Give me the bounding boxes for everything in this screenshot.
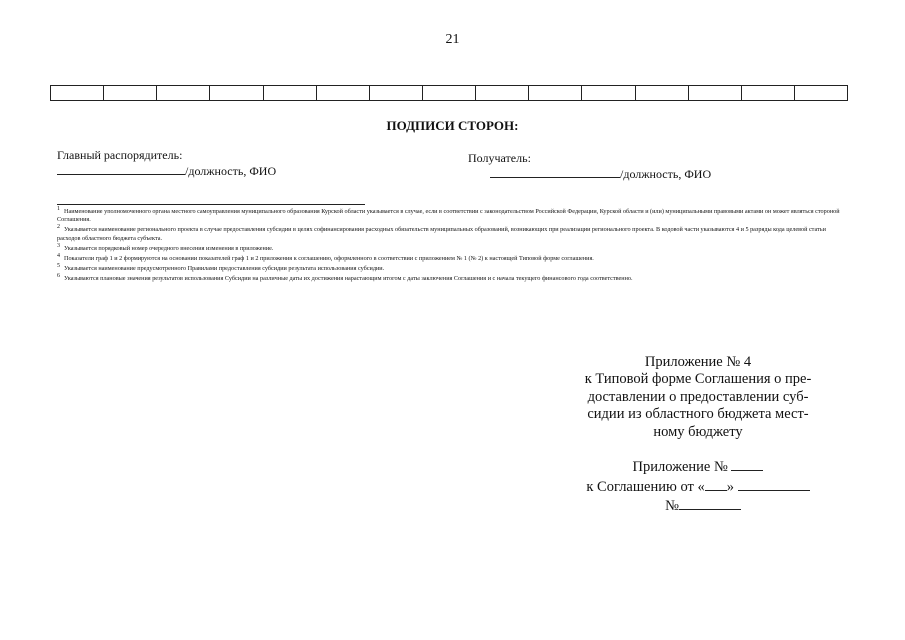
agreement-number-line [548, 496, 848, 516]
appendix-text-line: к Типовой форме Соглашения о пре- [584, 371, 812, 388]
table-cell [423, 86, 476, 100]
footnote-number: 1 [57, 206, 60, 212]
footnote-5 [57, 263, 842, 273]
signature-role-recipient: Получатель: [468, 151, 531, 165]
table-cell [636, 86, 689, 100]
footnote-number: 4 [57, 252, 60, 259]
agreement-date-line [548, 477, 848, 497]
agreement-reference [548, 457, 848, 516]
footnote-number: 3 [57, 242, 60, 249]
quote-open: « [697, 478, 705, 495]
footnote-text: Показатели граф 1 и 2 формируются на основании показателей граф 1 и 2 приложения к соглашению, оформленного в соответствии с приложением № 1 (№ 2) к настоящей Типовой форме соглашения. [64, 254, 594, 262]
table-cell [370, 86, 423, 100]
footnote-4 [57, 253, 842, 263]
appendix-title: Приложение № 4 [644, 354, 752, 370]
footnote-separator [57, 204, 365, 205]
table-cell [264, 86, 317, 100]
table-cell [582, 86, 635, 100]
table-cell [742, 86, 795, 100]
footnote-number: 6 [57, 273, 60, 280]
appendix-number-blank [731, 457, 763, 471]
table-cell [51, 86, 104, 100]
top-table-fragment [50, 85, 848, 101]
table-cell [210, 86, 263, 100]
signature-line-label: /должность, ФИО [185, 164, 277, 179]
quote-close: » [726, 478, 734, 495]
day-blank [705, 477, 727, 491]
footnote-1 [57, 206, 842, 224]
signature-line-label: /должность, ФИО [620, 167, 712, 182]
signatures-title: ПОДПИСИ СТОРОН: [386, 118, 519, 133]
month-year-blank [738, 477, 810, 491]
footnote-number: 5 [57, 263, 60, 270]
appendix-header [548, 354, 848, 441]
footnote-text: Указывается наименование регионального проекта в случае предоставления субсидии в целях софинансирования расходных обязательств муниципальных образований, возникающих при реализации регионального проекта. В кодовой части указываются 4 и 5 разряды кода целевой статьи расходов областного бюджета субъекта. [57, 226, 826, 242]
agreement-appendix-number-line [548, 457, 848, 477]
footnote-text: Указывается порядковый номер очередного внесения изменения в приложение. [64, 244, 274, 252]
signature-blank [490, 166, 620, 178]
signature-blank [57, 163, 185, 175]
appendix-text-line: ному бюджету [653, 423, 743, 440]
signature-block-main-manager [57, 147, 276, 179]
footnote-2 [57, 224, 842, 242]
appendix-text-line: сидии из областного бюджета мест- [587, 406, 809, 423]
signature-line-main-manager [57, 163, 276, 179]
footnote-text: Указывается наименование предусмотренного Правилами предоставления субсидии результата использования субсидии. [64, 265, 385, 273]
footnote-6 [57, 273, 842, 283]
agreement-date-label: к Соглашению от [586, 478, 694, 495]
signature-line-recipient [468, 166, 711, 182]
signature-block-recipient [468, 150, 711, 182]
signature-role-main-manager: Главный распорядитель: [57, 148, 183, 162]
footnote-text: Указываются плановые значения результатов использования Субсидии на различные даты их достижения нарастающим итогом с даты заключения Соглашения и с начала текущего финансового года соответственно. [64, 275, 633, 283]
footnote-number: 2 [57, 224, 60, 231]
table-cell [529, 86, 582, 100]
table-cell [104, 86, 157, 100]
footnote-3 [57, 243, 842, 253]
agreement-number-blank [679, 496, 741, 510]
table-cell [689, 86, 742, 100]
table-cell [317, 86, 370, 100]
footnote-text: Наименование уполномоченного органа местного самоуправления муниципального образования Курской области указывается в случае, если в соответствии с законодательством Российской Федерации, Курской области и (или) муниципальными правовыми актами он может являться стороной Соглашения. [57, 208, 840, 224]
agreement-number-label: № [665, 498, 679, 515]
appendix-text-line: доставлении о предоставлении суб- [587, 388, 809, 405]
page-number: 21 [445, 32, 460, 47]
footnotes [57, 206, 842, 284]
table-cell [157, 86, 210, 100]
table-cell [476, 86, 529, 100]
table-cell [795, 86, 847, 100]
agreement-appendix-label: Приложение № [632, 459, 728, 475]
